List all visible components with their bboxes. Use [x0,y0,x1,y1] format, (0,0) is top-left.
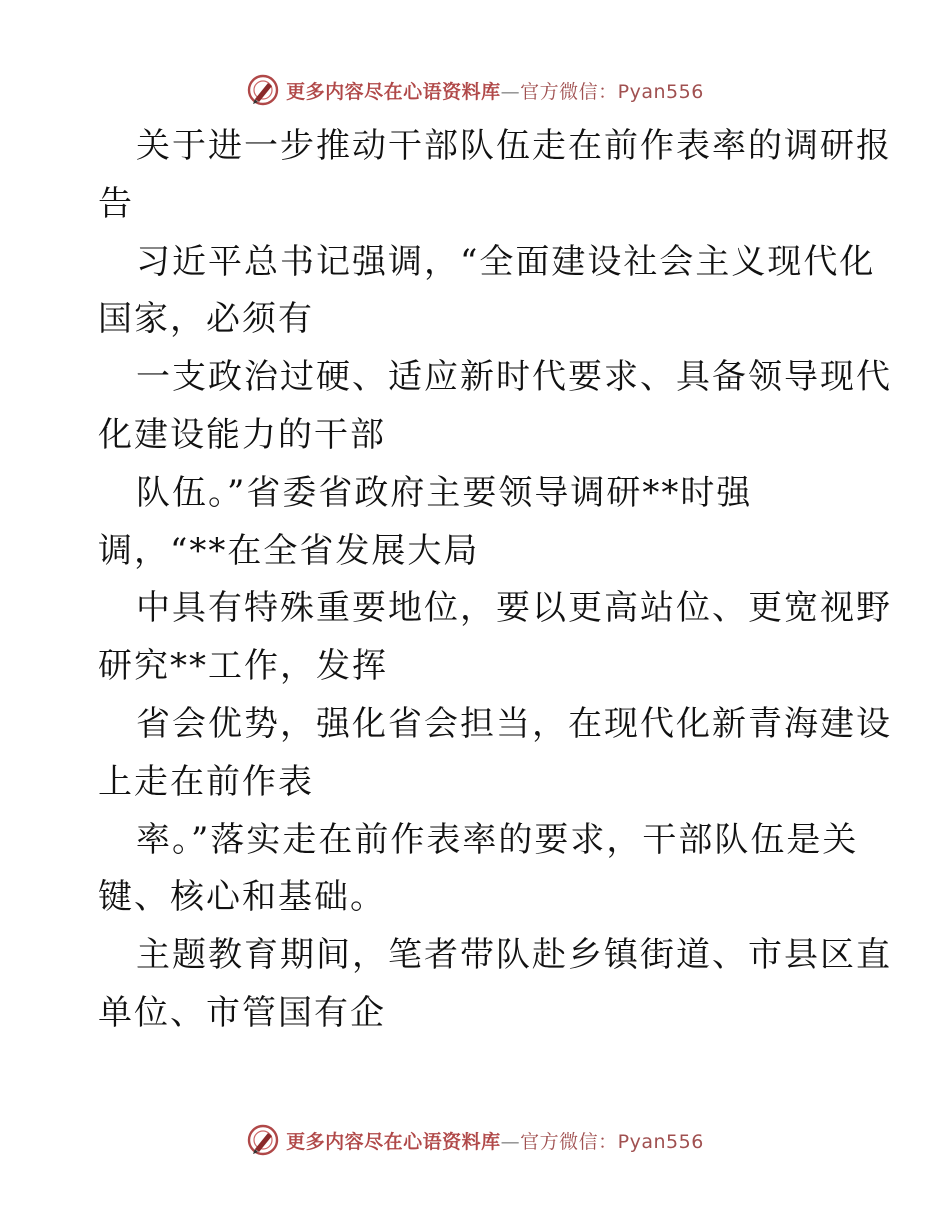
text-line: 化建设能力的干部 [98,414,386,455]
text-line: 中具有特殊重要地位，要以更高站位、更宽视野 [136,588,892,629]
text-line: 单位、市管国有企 [98,992,386,1033]
watermark-contact: 官方微信：Pyan556 [520,80,704,103]
text-line: 研究**工作，发挥 [98,646,388,687]
watermark-contact: 官方微信：Pyan556 [520,1130,704,1153]
watermark-text [286,77,704,104]
text-line: 省会优势，强化省会担当，在现代化新青海建设 [136,703,892,744]
text-line: 上走在前作表 [98,761,314,802]
text-line: 调，“**在全省发展大局 [98,530,480,571]
watermark-text [286,1127,704,1154]
text-line: 键、核心和基础。 [98,877,386,918]
text-line: 国家，必须有 [98,299,314,340]
text-line: 习近平总书记强调，“全面建设社会主义现代化 [136,241,876,282]
footer-watermark [0,1120,950,1160]
header-watermark [0,70,950,110]
text-line: 队伍。”省委省政府主要领导调研**时强 [136,472,753,513]
watermark-separator: — [500,80,521,103]
watermark-separator: — [500,1130,521,1153]
pen-circle-logo-icon [246,1123,280,1157]
text-line: 关于进一步推动干部队伍走在前作表率的调研报 [136,126,892,166]
text-line: 一支政治过硬、适应新时代要求、具备领导现代 [136,357,892,398]
watermark-main: 更多内容尽在心语资料库 [286,1130,501,1153]
watermark-main: 更多内容尽在心语资料库 [286,80,501,103]
text-line: 率。”落实走在前作表率的要求，干部队伍是关 [136,819,859,860]
document-body [98,118,892,1043]
text-line: 告 [98,183,134,224]
text-line: 主题教育期间，笔者带队赴乡镇街道、市县区直 [136,935,892,976]
pen-circle-logo-icon [246,73,280,107]
